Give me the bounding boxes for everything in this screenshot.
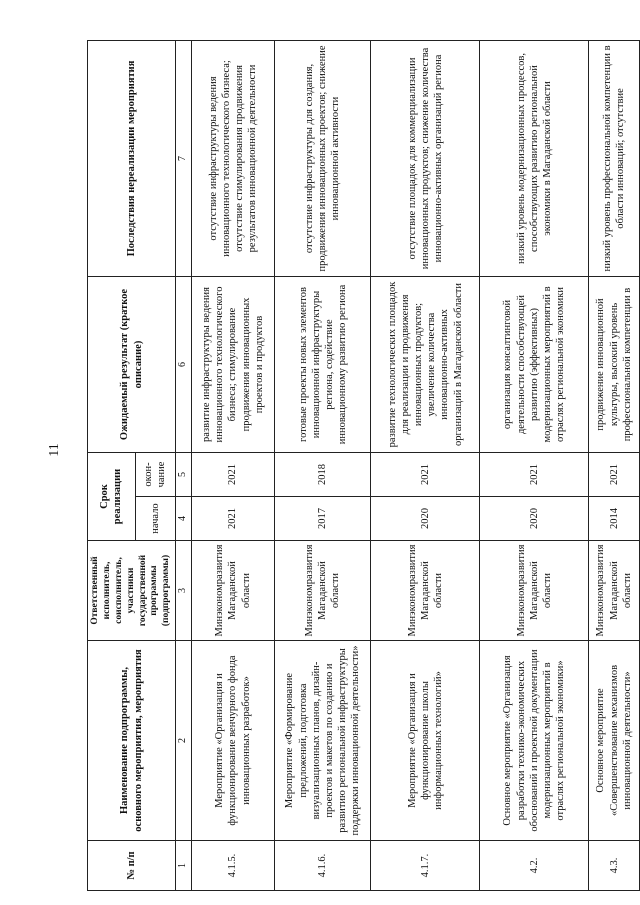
cell-consequence: низкий уровень модернизационных процессов, способствующих развитию региональной экономики в Магаданской области xyxy=(480,41,589,277)
header-no: № п/п xyxy=(88,841,176,891)
header-start: начало xyxy=(135,497,176,541)
cell-no: 4.2. xyxy=(480,841,589,891)
table-row xyxy=(275,41,371,891)
header-name: Наименование подпрограммы, основного мероприятия, мероприятия xyxy=(88,641,176,841)
cell-executor: Минэкономразвития Магаданской области xyxy=(191,541,275,641)
cell-name: Мероприятие «Организация и функционирование школы информационных технологий» xyxy=(371,641,480,841)
header-consequence: Последствия нереализации мероприятия xyxy=(88,41,176,277)
column-number: 3 xyxy=(176,541,192,641)
cell-no: 4.1.5. xyxy=(191,841,275,891)
cell-result: продвижение инновационной культуры, высокий уровень профессиональной компетенции в xyxy=(589,277,640,453)
cell-start: 2020 xyxy=(480,497,589,541)
rotated-table-container xyxy=(87,41,633,891)
cell-consequence: отсутствие инфраструктуры для создания, продвижения инновационных проектов; снижение инновационной активности xyxy=(275,41,371,277)
cell-end: 2021 xyxy=(589,453,640,497)
cell-name: Мероприятие «Формирование предложений, подготовка визуализационных планов, дизайн-проектов и макетов по созданию и развитию региональной инфраструктуры поддержки инновационной деятельности» xyxy=(275,641,371,841)
header-result: Ожидаемый результат (краткое описание) xyxy=(88,277,176,453)
cell-executor: Минэкономразвития Магаданской области xyxy=(480,541,589,641)
cell-name: Основное мероприятие «Организация разработки технико-экономических обоснований и проектной документации модернизационных мероприятий в отраслях региональной экономики» xyxy=(480,641,589,841)
cell-no: 4.1.7. xyxy=(371,841,480,891)
cell-consequence: низкий уровень профессиональной компетенции в области инноваций; отсутствие xyxy=(589,41,640,277)
header-executor: Ответственный исполнитель, соисполнитель, участники государственной программы (подпрограммы) xyxy=(88,541,176,641)
table-row xyxy=(480,41,589,891)
cell-end: 2018 xyxy=(275,453,371,497)
cell-end: 2021 xyxy=(480,453,589,497)
table-row xyxy=(191,41,275,891)
header-row xyxy=(88,41,136,891)
page-number: 11 xyxy=(47,443,62,457)
cell-consequence: отсутствие площадок для коммерциализации инновационных продуктов; снижение количества инновационно-активных организаций региона xyxy=(371,41,480,277)
column-number: 7 xyxy=(176,41,192,277)
cell-name: Основное мероприятие «Совершенствование механизмов инновационной деятельности» xyxy=(589,641,640,841)
cell-result: организация консалтинговой деятельности способствующей развитию (эффективных) модернизационных мероприятий в отраслях региональной экономики xyxy=(480,277,589,453)
cell-result: развитие технологических площадок для реализации и продвижения инновационных продуктов; увеличение количества инновационно-активных организаций в Магаданской области xyxy=(371,277,480,453)
header-end: окон-чание xyxy=(135,453,176,497)
cell-executor: Минэкономразвития Магаданской области xyxy=(589,541,640,641)
cell-executor: Минэкономразвития Магаданской области xyxy=(371,541,480,641)
column-number: 2 xyxy=(176,641,192,841)
cell-name: Мероприятие «Организация и функционирование венчурного фонда инновационных разработок» xyxy=(191,641,275,841)
measures-table xyxy=(87,40,640,891)
column-number-row xyxy=(176,41,192,891)
cell-executor: Минэкономразвития Магаданской области xyxy=(275,541,371,641)
header-term: Срок реализации xyxy=(88,453,136,541)
table-row xyxy=(371,41,480,891)
cell-end: 2021 xyxy=(191,453,275,497)
cell-result: развитие инфраструктуры ведения инновационного технологического бизнеса; стимулирование продвижения инновационных проектов и продуктов xyxy=(191,277,275,453)
column-number: 5 xyxy=(176,453,192,497)
cell-result: готовые проекты новых элементов инновационной инфраструктуры региона, содействие инновационному развитию региона xyxy=(275,277,371,453)
cell-start: 2020 xyxy=(371,497,480,541)
cell-end: 2021 xyxy=(371,453,480,497)
cell-no: 4.1.6. xyxy=(275,841,371,891)
cell-start: 2017 xyxy=(275,497,371,541)
cell-start: 2021 xyxy=(191,497,275,541)
column-number: 6 xyxy=(176,277,192,453)
table-row xyxy=(589,41,640,891)
cell-consequence: отсутствие инфраструктуры ведения инновационного технологического бизнеса; отсутствие стимулирования продвижения результатов инновационной деятельности xyxy=(191,41,275,277)
cell-no: 4.3. xyxy=(589,841,640,891)
cell-start: 2014 xyxy=(589,497,640,541)
column-number: 1 xyxy=(176,841,192,891)
column-number: 4 xyxy=(176,497,192,541)
